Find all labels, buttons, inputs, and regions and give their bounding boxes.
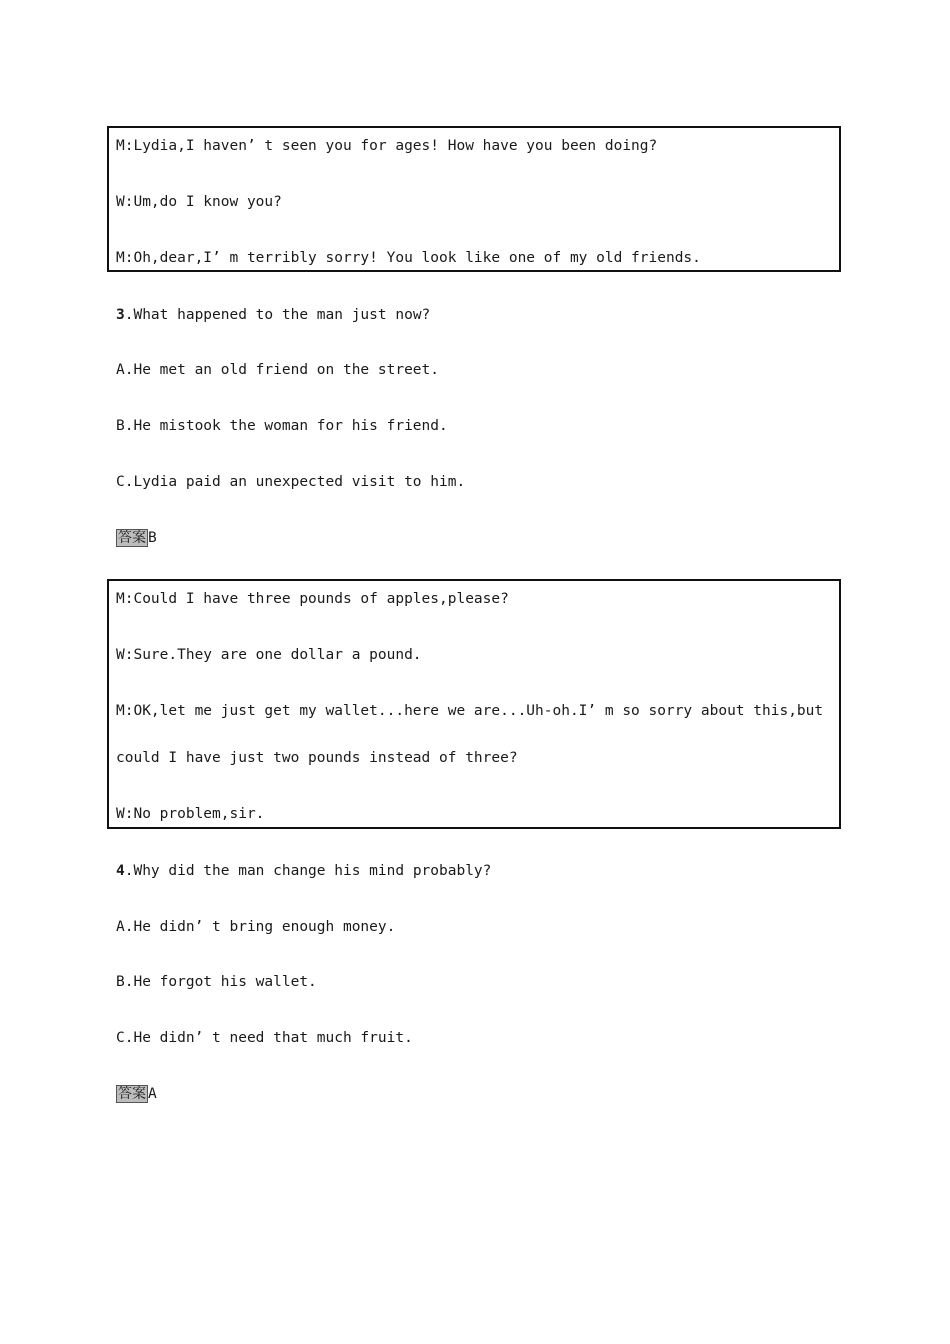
option-b: B.He forgot his wallet. (116, 974, 317, 990)
dialogue-line: W:Um,do I know you? (116, 194, 282, 210)
question-text: .What happened to the man just now? (124, 307, 431, 323)
dialogue-line: could I have just two pounds instead of three? (116, 750, 518, 766)
dialogue-line: W:No problem,sir. (116, 806, 265, 822)
question-3 (116, 305, 430, 325)
question-number: 3 (116, 307, 125, 323)
option-c: C.Lydia paid an unexpected visit to him. (116, 474, 466, 490)
dialogue-line: W:Sure.They are one dollar a pound. (116, 647, 422, 663)
answer-value: B (148, 530, 157, 546)
answer-4 (116, 1084, 157, 1104)
question-number: 4 (116, 863, 125, 879)
question-text: .Why did the man change his mind probably? (124, 863, 492, 879)
dialogue-box-2 (107, 579, 841, 829)
option-b: B.He mistook the woman for his friend. (116, 418, 448, 434)
answer-label: 答案 (118, 530, 146, 546)
answer-3 (116, 528, 157, 548)
question-4 (116, 861, 491, 881)
dialogue-line: M:Oh,dear,I’ m terribly sorry! You look like one of my old friends. (116, 250, 701, 266)
dialogue-box-1 (107, 126, 841, 272)
answer-value: A (148, 1086, 157, 1102)
answer-label: 答案 (118, 1086, 146, 1102)
option-a: A.He met an old friend on the street. (116, 362, 440, 378)
dialogue-line: M:OK,let me just get my wallet...here we are...Uh-oh.I’ m so sorry about this,but (116, 703, 824, 719)
dialogue-line: M:Could I have three pounds of apples,please? (116, 591, 509, 607)
dialogue-line: M:Lydia,I haven’ t seen you for ages! How have you been doing? (116, 138, 658, 154)
option-c: C.He didn’ t need that much fruit. (116, 1030, 413, 1046)
option-a: A.He didn’ t bring enough money. (116, 919, 396, 935)
